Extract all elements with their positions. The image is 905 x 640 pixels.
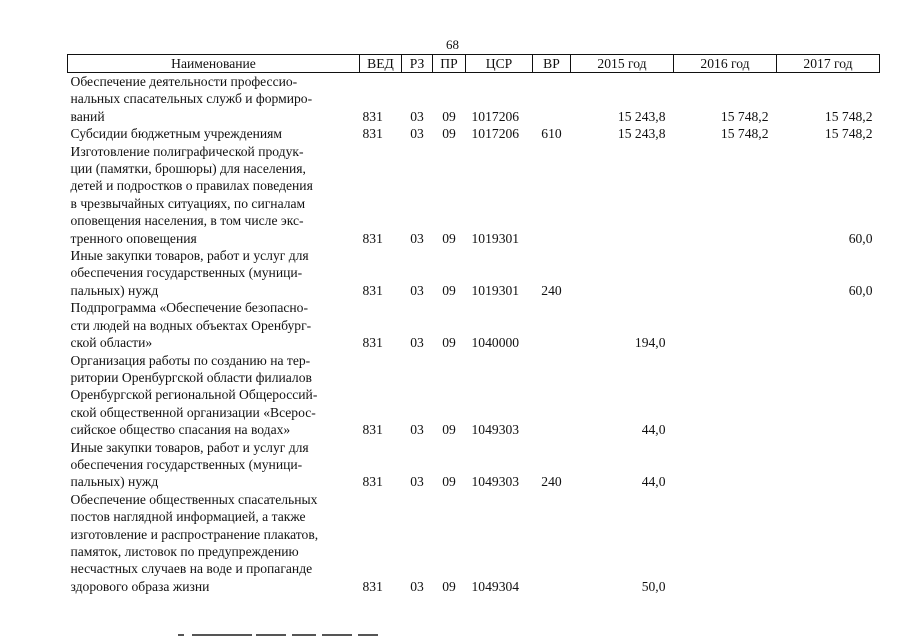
cell-csr: 1049304 <box>471 578 520 594</box>
row-name-line: обеспечения государственных (муници- <box>70 265 303 281</box>
cell-rz: 03 <box>410 282 424 298</box>
row-name-line: тренного оповещения <box>70 230 197 246</box>
page-number: 68 <box>446 37 459 52</box>
cell-y2016 <box>674 299 777 351</box>
cell-csr: 1040000 <box>471 335 520 351</box>
cell-csr: 1019301 <box>471 282 520 298</box>
row-name <box>68 352 360 439</box>
cell-y2016 <box>674 439 777 491</box>
cell-rz: 03 <box>410 422 424 438</box>
cell-vr: 240 <box>541 474 562 490</box>
cell-pr: 09 <box>442 126 456 142</box>
cell-vr <box>533 299 571 351</box>
cell-csr: 1017206 <box>471 126 520 142</box>
header-vr: ВР <box>533 55 571 73</box>
cell-y2015 <box>571 247 674 299</box>
row-name-line: Иные закупки товаров, работ и услуг для <box>70 439 309 455</box>
cell-csr: 1049303 <box>471 422 520 438</box>
cell-y2017 <box>777 299 880 351</box>
cell-rz: 03 <box>410 126 424 142</box>
row-name-line: здорового образа жизни <box>70 578 210 594</box>
cell-pr: 09 <box>442 474 456 490</box>
row-name-line: ции (памятки, брошюры) для населения, <box>70 161 306 177</box>
table-header <box>68 55 880 73</box>
row-name-line: Оренбургской региональной Общероссий- <box>70 387 318 403</box>
cell-ved: 831 <box>362 108 383 124</box>
row-name <box>68 73 360 126</box>
cell-y2017: 15 748,2 <box>824 126 873 142</box>
row-name-line: памяток, листовок по предупреждению <box>70 543 299 559</box>
cell-y2016: 15 748,2 <box>720 126 769 142</box>
table-row <box>68 247 880 299</box>
table-row <box>68 73 880 126</box>
cell-y2015 <box>571 143 674 247</box>
row-name-line: пальных) нужд <box>70 474 159 490</box>
row-name-line: пальных) нужд <box>70 282 159 298</box>
cell-y2016 <box>674 143 777 247</box>
row-name <box>68 125 360 142</box>
cell-rz: 03 <box>410 230 424 246</box>
table-row <box>68 439 880 491</box>
row-name-line: изготовление и распространение плакатов, <box>70 526 319 542</box>
row-name-line: сти людей на водных объектах Оренбург- <box>70 317 312 333</box>
cell-y2015: 44,0 <box>641 474 666 490</box>
cell-vr: 610 <box>541 126 562 142</box>
row-name-line: Субсидии бюджетным учреждениям <box>70 126 283 142</box>
row-name-line: ской общественной организации «Всерос- <box>70 404 316 420</box>
row-name-line: Подпрограмма «Обеспечение безопасно- <box>70 300 308 316</box>
row-name-line: несчастных случаев на воде и пропаганде <box>70 561 313 577</box>
cell-rz: 03 <box>410 578 424 594</box>
row-name-line: ритории Оренбургской области филиалов <box>70 369 312 385</box>
header-csr: ЦСР <box>466 55 533 73</box>
cell-vr <box>533 352 571 439</box>
cell-pr: 09 <box>442 422 456 438</box>
cell-y2017 <box>777 491 880 595</box>
cell-y2015: 15 243,8 <box>617 108 666 124</box>
cell-csr: 1017206 <box>471 108 520 124</box>
cell-y2016 <box>674 491 777 595</box>
row-name-line: постов наглядной информацией, а также <box>70 509 306 525</box>
cell-y2016 <box>674 352 777 439</box>
cell-y2016 <box>674 247 777 299</box>
cell-vr: 240 <box>541 282 562 298</box>
table-row <box>68 299 880 351</box>
row-name <box>68 439 360 491</box>
cell-y2017 <box>777 352 880 439</box>
header-ved: ВЕД <box>360 55 402 73</box>
cell-rz: 03 <box>410 335 424 351</box>
cell-vr <box>533 143 571 247</box>
row-name-line: Обеспечение деятельности профессио- <box>70 74 298 89</box>
cell-rz: 03 <box>410 108 424 124</box>
row-name-line: Изготовление полиграфической продук- <box>70 143 304 159</box>
row-name-line: в чрезвычайных ситуациях, по сигналам <box>70 195 306 211</box>
table-row <box>68 491 880 595</box>
cell-vr <box>533 491 571 595</box>
cell-pr: 09 <box>442 335 456 351</box>
row-name-line: сийское общество спасания на водах» <box>70 422 291 438</box>
cell-y2017: 60,0 <box>848 230 873 246</box>
row-name <box>68 247 360 299</box>
cell-ved: 831 <box>362 282 383 298</box>
header-2015: 2015 год <box>571 55 674 73</box>
table-row <box>68 352 880 439</box>
scan-edge-marks <box>0 630 905 640</box>
cell-y2015: 50,0 <box>641 578 666 594</box>
header-2017: 2017 год <box>777 55 880 73</box>
cell-ved: 831 <box>362 230 383 246</box>
cell-ved: 831 <box>362 422 383 438</box>
budget-table <box>67 54 880 595</box>
cell-y2017: 60,0 <box>848 282 873 298</box>
cell-ved: 831 <box>362 474 383 490</box>
row-name-line: ваний <box>70 108 105 124</box>
row-name-line: обеспечения государственных (муници- <box>70 456 303 472</box>
row-name-line: детей и подростков о правилах поведения <box>70 178 313 194</box>
header-pr: ПР <box>433 55 466 73</box>
cell-y2017: 15 748,2 <box>824 108 873 124</box>
table-row <box>68 125 880 142</box>
cell-pr: 09 <box>442 108 456 124</box>
row-name-line: нальных спасательных служб и формиро- <box>70 91 313 107</box>
header-name: Наименование <box>68 55 360 73</box>
cell-y2016: 15 748,2 <box>720 108 769 124</box>
cell-y2017 <box>777 439 880 491</box>
header-2016: 2016 год <box>674 55 777 73</box>
row-name-line: оповещения населения, в том числе экс- <box>70 213 304 229</box>
cell-y2015: 194,0 <box>634 335 666 351</box>
row-name-line: Иные закупки товаров, работ и услуг для <box>70 248 309 264</box>
cell-pr: 09 <box>442 578 456 594</box>
cell-pr: 09 <box>442 230 456 246</box>
row-name-line: Обеспечение общественных спасательных <box>70 491 318 507</box>
cell-ved: 831 <box>362 126 383 142</box>
cell-y2015: 44,0 <box>641 422 666 438</box>
header-rz: РЗ <box>402 55 433 73</box>
table-body <box>68 73 880 596</box>
cell-ved: 831 <box>362 578 383 594</box>
cell-rz: 03 <box>410 474 424 490</box>
row-name <box>68 299 360 351</box>
row-name <box>68 143 360 247</box>
row-name-line: Организация работы по созданию на тер- <box>70 352 311 368</box>
cell-csr: 1019301 <box>471 230 520 246</box>
cell-vr <box>533 73 571 126</box>
cell-y2015: 15 243,8 <box>617 126 666 142</box>
cell-pr: 09 <box>442 282 456 298</box>
row-name-line: ской области» <box>70 335 153 351</box>
cell-csr: 1049303 <box>471 474 520 490</box>
table-row <box>68 143 880 247</box>
row-name <box>68 491 360 595</box>
cell-ved: 831 <box>362 335 383 351</box>
